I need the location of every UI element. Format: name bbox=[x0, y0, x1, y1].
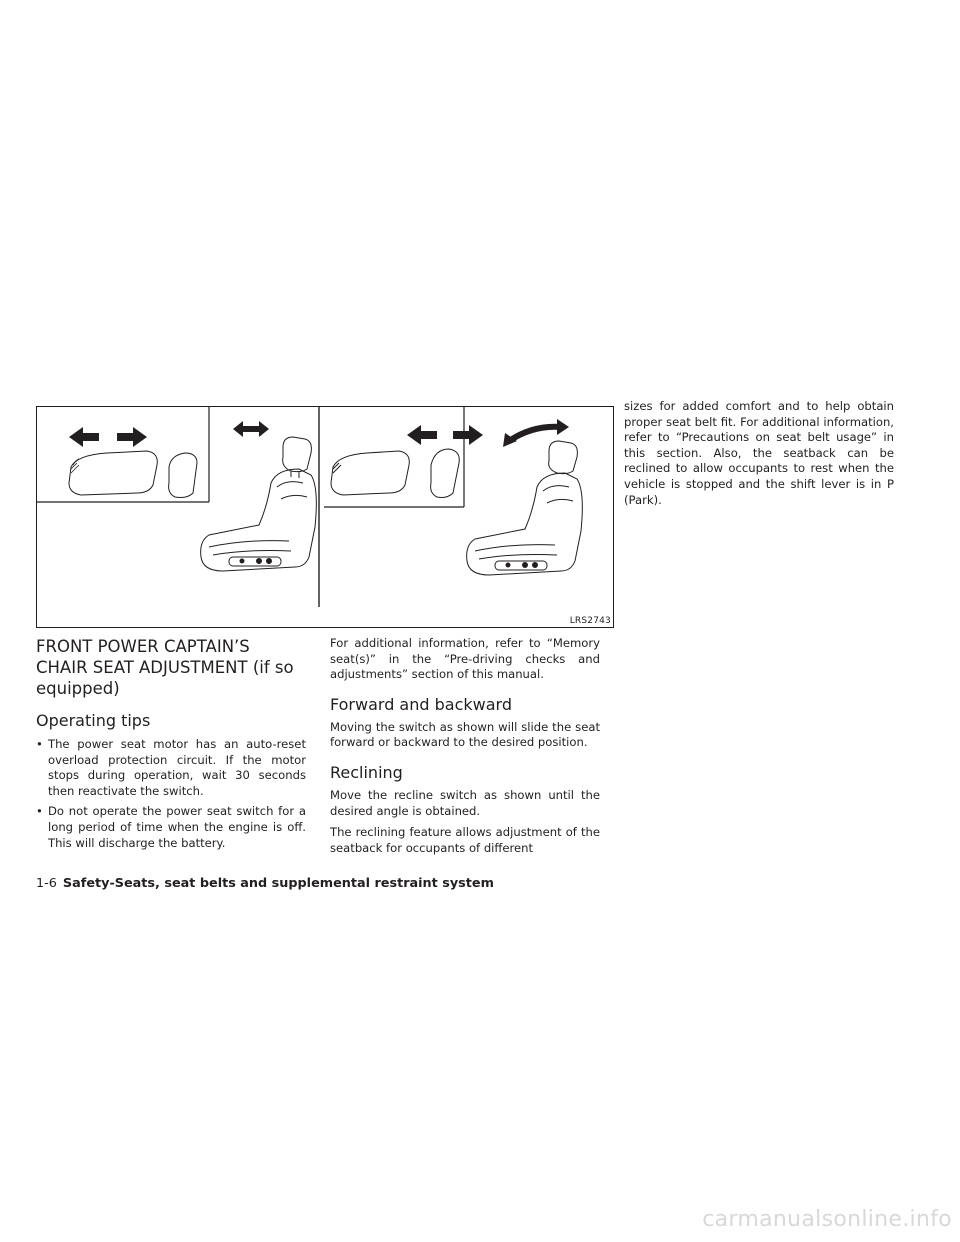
double-arrow-icon bbox=[233, 421, 269, 437]
seat-icon bbox=[201, 437, 317, 571]
continued-paragraph: sizes for added comfort and to help obtain proper seat belt fit. For additional information, refer to “Precautions on seat belt usage” in this section. Also, the seatback can be reclined to allow occupants to rest when the vehicle is stopped and the shift lever is in P (Park). bbox=[624, 399, 894, 507]
bullet-icon: • bbox=[36, 804, 43, 819]
tips-list bbox=[36, 737, 306, 851]
column-1 bbox=[36, 636, 306, 851]
seat-icon bbox=[467, 441, 583, 575]
seat-switch-icon bbox=[331, 449, 459, 498]
section-heading: FRONT POWER CAPTAIN’S CHAIR SEAT ADJUSTMENT (if so equipped) bbox=[36, 637, 294, 698]
page-footer bbox=[36, 876, 494, 891]
curved-double-arrow-icon bbox=[503, 419, 569, 447]
figure-code: LRS2743 bbox=[569, 616, 611, 626]
page-number: 1-6 bbox=[36, 876, 57, 891]
seat-illustration bbox=[37, 407, 615, 629]
arrow-left-icon bbox=[407, 425, 437, 445]
bullet-icon: • bbox=[36, 737, 43, 751]
column-3 bbox=[624, 399, 894, 508]
forward-paragraph: Moving the switch as shown will slide the seat forward or backward to the desired position. bbox=[330, 719, 600, 750]
arrow-left-icon bbox=[69, 427, 99, 447]
seat-switch-icon bbox=[69, 451, 197, 498]
subheading-forward-backward: Forward and backward bbox=[330, 694, 512, 714]
subheading-operating-tips: Operating tips bbox=[36, 711, 151, 730]
list-item: • Do not operate the power seat switch for a long period of time when the engine is off. This will discharge the battery. bbox=[36, 804, 306, 850]
list-item: • The power seat motor has an auto-reset overload protection circuit. If the motor stops during operation, wait 30 seconds then reactivate the switch. bbox=[36, 737, 306, 798]
recline-paragraph-2: The reclining feature allows adjustment of the seatback for occupants of different bbox=[330, 825, 600, 855]
watermark: carmanualsonline.info bbox=[702, 1207, 952, 1232]
recline-paragraph-1: Move the recline switch as shown until the desired angle is obtained. bbox=[330, 787, 600, 818]
seat-adjustment-figure bbox=[36, 406, 614, 628]
arrow-right-icon bbox=[453, 425, 483, 445]
section-title: Safety-Seats, seat belts and supplemental restraint system bbox=[62, 876, 494, 891]
column-2 bbox=[330, 636, 600, 856]
arrow-right-icon bbox=[117, 427, 147, 447]
intro-paragraph: For additional information, refer to “Memory seat(s)” in the “Pre-driving checks and adjustments” section of this manual. bbox=[330, 636, 600, 682]
subheading-reclining: Reclining bbox=[330, 762, 403, 782]
